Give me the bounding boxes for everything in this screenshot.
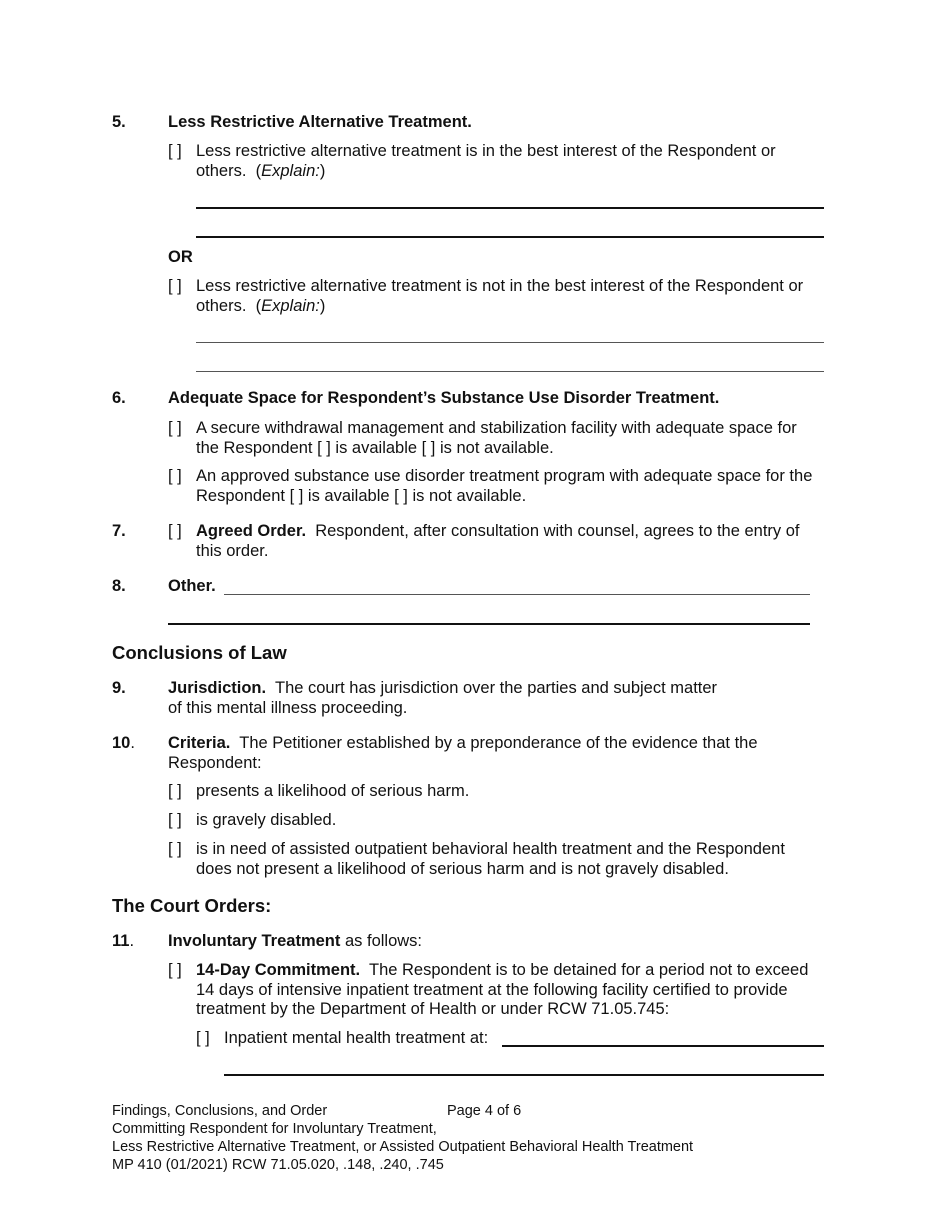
item-11-commitment-checkbox[interactable]: [ ] — [168, 961, 182, 979]
item-5-option-2-explain-line-2[interactable] — [196, 371, 824, 372]
item-9-line1: The court has jurisdiction over the parties and subject matter — [274, 679, 718, 697]
item-11-heading-rest: as follows: — [344, 932, 422, 950]
item-10-text — [168, 734, 758, 773]
item-10-heading: Criteria. — [168, 734, 231, 752]
item-5-option-1-text: Less restrictive alternative treatment is in the best interest of the Respondent or others. (Explain:) — [196, 142, 776, 180]
commitment-line3: treatment by the Department of Health or under RCW 71.05.745: — [196, 1000, 670, 1018]
footer-page-number: Page 4 of 6 — [447, 1103, 522, 1119]
item-9-number: 9. — [112, 679, 126, 697]
item-6-heading: Adequate Space for Respondent’s Substance Use Disorder Treatment. — [168, 389, 720, 407]
item-10-number: 10. — [112, 734, 135, 752]
item-10-line1: The Petitioner established by a preponderance of the evidence that the — [239, 734, 758, 752]
item-11-heading: Involuntary Treatment — [168, 932, 341, 950]
item-6-option-2-text — [196, 467, 812, 506]
commitment-heading: 14-Day Commitment. — [196, 961, 361, 979]
item-5-option-2-line1: Less restrictive alternative treatment is not in the best interest of the Respondent or — [196, 277, 804, 295]
inpatient-facility-line-2[interactable] — [224, 1074, 824, 1076]
item-5-option-1-line2: others. — [196, 161, 247, 180]
footer-line-1 — [112, 1102, 693, 1120]
item-7-line2: this order. — [196, 541, 269, 560]
item-6-option-1-text — [196, 419, 797, 458]
inpatient-facility-line-1[interactable] — [502, 1045, 824, 1047]
item-5-option-2-text: Less restrictive alternative treatment is not in the best interest of the Respondent or others. (Explain:) — [196, 277, 804, 315]
item-5-option-2-explain-line-1[interactable] — [196, 342, 824, 343]
item-10-option-1-text: presents a likelihood of serious harm. — [196, 782, 470, 800]
explain-label: Explain: — [261, 161, 320, 180]
item-6-option-1-line1: A secure withdrawal management and stabilization facility with adequate space for — [196, 419, 797, 437]
footer-line-2: Committing Respondent for Involuntary Treatment, — [112, 1121, 437, 1137]
item-6-number: 6. — [112, 389, 126, 407]
item-5-option-1-explain-line-2[interactable] — [196, 236, 824, 238]
item-5-or-label: OR — [168, 248, 193, 266]
item-5-option-1-line1: Less restrictive alternative treatment is in the best interest of the Respondent or — [196, 142, 776, 160]
item-11-text — [168, 932, 422, 952]
commitment-line1: The Respondent is to be detained for a period not to exceed — [369, 961, 809, 979]
inpatient-checkbox[interactable]: [ ] — [196, 1029, 210, 1047]
item-8-other-line-1[interactable] — [224, 594, 810, 595]
footer — [112, 1102, 693, 1174]
item-7-heading: Agreed Order. — [196, 522, 307, 540]
item-10-option-3-text — [196, 840, 785, 879]
item-6-option-1-line2: the Respondent [ ] is available [ ] is not available. — [196, 438, 554, 457]
footer-line-3: Less Restrictive Alternative Treatment, or Assisted Outpatient Behavioral Health Treatment — [112, 1139, 694, 1155]
item-8-heading: Other. — [168, 577, 216, 595]
commitment-line2: 14 days of intensive inpatient treatment at the following facility certified to provide — [196, 980, 788, 999]
item-10-option-3-line2: does not present a likelihood of serious harm and is not gravely disabled. — [196, 859, 729, 878]
item-10-line2: Respondent: — [168, 753, 262, 772]
item-8-other-line-2[interactable] — [168, 623, 810, 625]
item-7-checkbox[interactable]: [ ] — [168, 522, 182, 540]
item-7-line1: Respondent, after consultation with counsel, agrees to the entry of — [315, 522, 800, 540]
item-10-option-3-line1: is in need of assisted outpatient behavioral health treatment and the Respondent — [196, 840, 785, 858]
item-5-option-2-checkbox[interactable]: [ ] — [168, 277, 182, 295]
item-5-option-1-explain-line-1[interactable] — [196, 207, 824, 209]
item-10-option-2-text: is gravely disabled. — [196, 811, 337, 829]
explain-label: Explain: — [261, 296, 320, 315]
item-9-line2: of this mental illness proceeding. — [168, 698, 408, 717]
conclusions-of-law-title: Conclusions of Law — [112, 642, 287, 663]
item-8-number: 8. — [112, 577, 126, 595]
item-6-option-2-line2: Respondent [ ] is available [ ] is not available. — [196, 486, 527, 505]
item-6-option-2-checkbox[interactable]: [ ] — [168, 467, 182, 485]
item-5-number: 5. — [112, 113, 126, 131]
item-11-commitment-text — [196, 961, 808, 1020]
item-6-option-2-line1: An approved substance use disorder treatment program with adequate space for the — [196, 467, 813, 485]
item-5-option-1-checkbox[interactable]: [ ] — [168, 142, 182, 160]
court-orders-title: The Court Orders: — [112, 895, 272, 916]
item-9-text — [168, 679, 717, 718]
item-11-number: 11. — [112, 932, 135, 950]
footer-line-4: MP 410 (01/2021) RCW 71.05.020, .148, .240, .745 — [112, 1157, 444, 1173]
item-5-heading: Less Restrictive Alternative Treatment. — [168, 113, 472, 131]
item-9-heading: Jurisdiction. — [168, 679, 267, 697]
item-5-option-2-line2: others. — [196, 296, 247, 315]
item-7-number: 7. — [112, 522, 126, 540]
item-10-option-3-checkbox[interactable]: [ ] — [168, 840, 182, 858]
footer-form-title: Findings, Conclusions, and Order — [112, 1103, 328, 1119]
item-6-option-1-checkbox[interactable]: [ ] — [168, 419, 182, 437]
inpatient-label: Inpatient mental health treatment at: — [224, 1029, 489, 1047]
item-10-option-2-checkbox[interactable]: [ ] — [168, 811, 182, 829]
item-7-text — [196, 522, 800, 561]
item-10-option-1-checkbox[interactable]: [ ] — [168, 782, 182, 800]
